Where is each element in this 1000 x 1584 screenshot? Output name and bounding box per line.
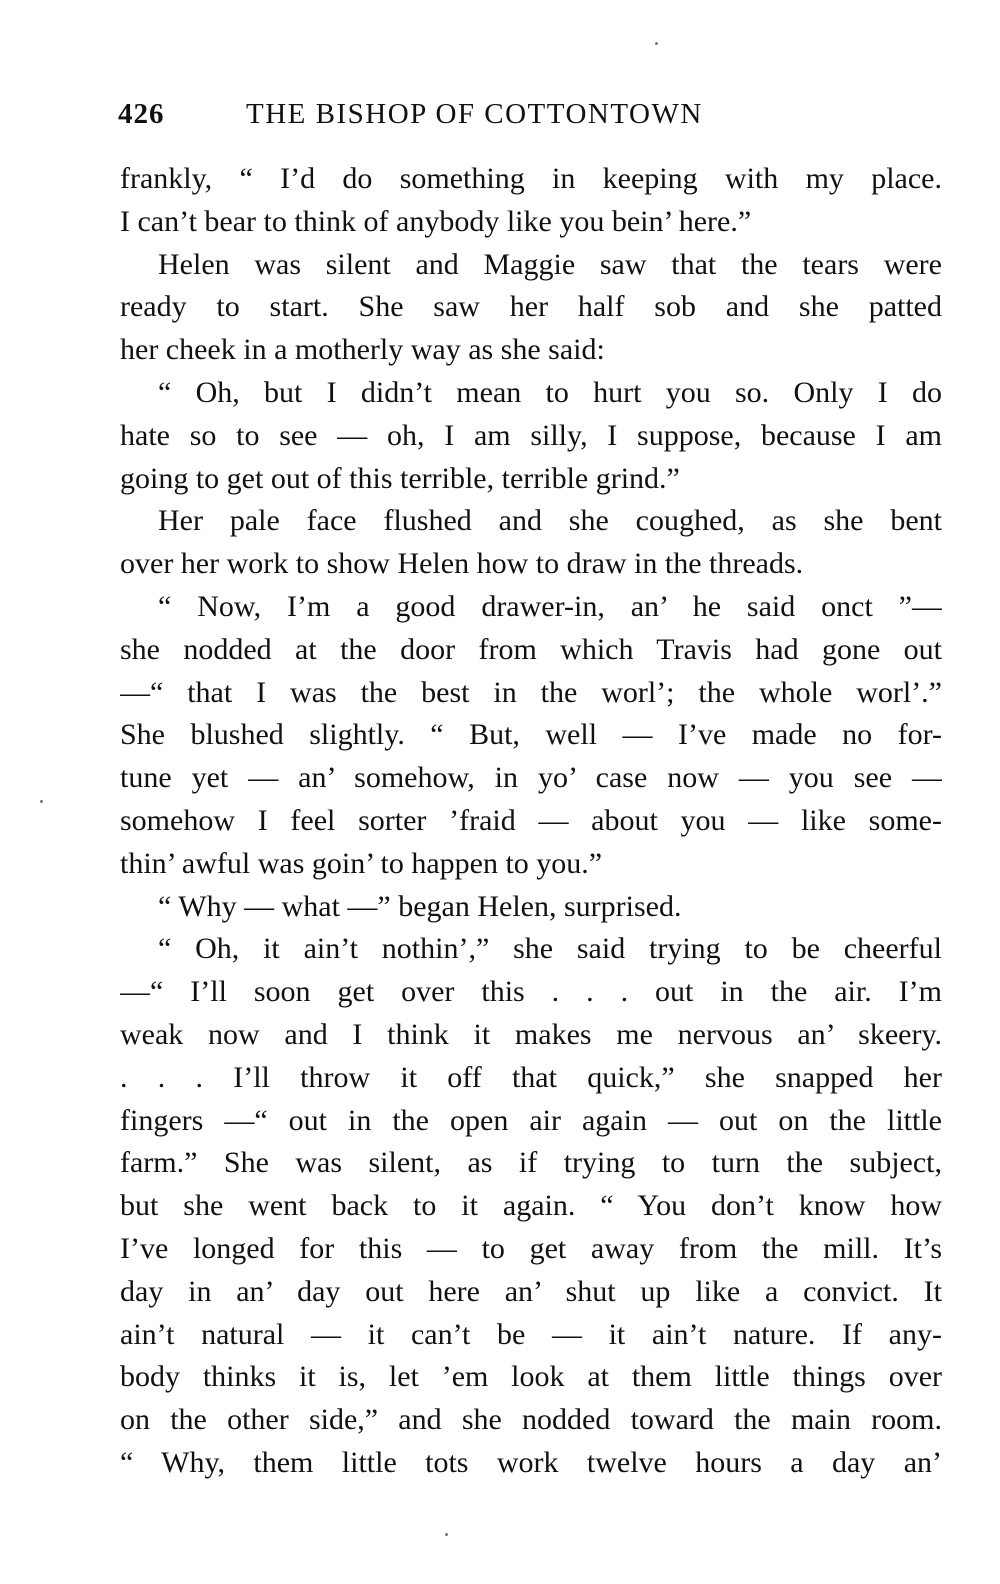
text-line: over her work to show Helen how to draw in the threads. <box>120 547 804 581</box>
text-line: Her pale face flushed and she coughed, as she bent <box>158 504 942 538</box>
text-line: ain’t natural — it can’t be — it ain’t nature. If any- <box>120 1317 942 1351</box>
body-text <box>120 158 942 1485</box>
text-line: frankly, “ I’d do something in keeping with my place. <box>120 162 942 195</box>
text-line: somehow I feel sorter ’fraid — about you — like some- <box>120 803 942 837</box>
text-line: farm.” She was silent, as if trying to turn the subject, <box>120 1146 942 1180</box>
text-line: “ Why, them little tots work twelve hours a day an’ <box>120 1445 942 1479</box>
text-line: going to get out of this terrible, terrible grind.” <box>120 461 680 495</box>
page-number: 426 <box>118 98 165 130</box>
scan-speck <box>40 800 43 803</box>
text-line: body thinks it is, let ’em look at them little things over <box>120 1360 942 1394</box>
scan-speck <box>445 1533 448 1536</box>
page-header <box>118 98 838 142</box>
text-line: hate so to see — oh, I am silly, I suppose, because I am <box>120 418 942 452</box>
text-line: . . . I’ll throw it off that quick,” she snapped her <box>120 1060 942 1094</box>
text-line: —“ that I was the best in the worl’; the whole worl’.” <box>120 675 942 709</box>
text-line: Helen was silent and Maggie saw that the tears were <box>158 247 942 281</box>
text-line: ready to start. She saw her half sob and she patted <box>120 290 942 324</box>
scan-speck <box>655 42 658 45</box>
text-line: “ Oh, it ain’t nothin’,” she said trying to be cheerful <box>158 932 942 966</box>
text-line: she nodded at the door from which Travis had gone out <box>120 632 942 666</box>
text-line: “ Oh, but I didn’t mean to hurt you so. Only I do <box>158 375 942 409</box>
text-line: weak now and I think it makes me nervous an’ skeery. <box>120 1017 942 1051</box>
text-line: fingers —“ out in the open air again — out on the little <box>120 1103 942 1137</box>
text-line: “ Why — what —” began Helen, surprised. <box>158 889 682 923</box>
text-line: I’ve longed for this — to get away from the mill. It’s <box>120 1231 942 1265</box>
text-line: day in an’ day out here an’ shut up like a convict. It <box>120 1274 942 1308</box>
text-line: but she went back to it again. “ You don’t know how <box>120 1189 942 1223</box>
text-line: on the other side,” and she nodded toward the main room. <box>120 1403 942 1437</box>
running-head: THE BISHOP OF COTTONTOWN <box>246 98 703 130</box>
text-line: “ Now, I’m a good drawer-in, an’ he said onct ”— <box>158 589 942 623</box>
text-line: thin’ awful was goin’ to happen to you.” <box>120 846 603 880</box>
text-line: her cheek in a motherly way as she said: <box>120 333 605 367</box>
text-line: She blushed slightly. “ But, well — I’ve made no for- <box>120 718 942 752</box>
text-line: I can’t bear to think of anybody like you bein’ here.” <box>120 204 752 238</box>
text-line: —“ I’ll soon get over this . . . out in the air. I’m <box>120 975 942 1009</box>
text-line: tune yet — an’ somehow, in yo’ case now — you see — <box>120 761 942 795</box>
